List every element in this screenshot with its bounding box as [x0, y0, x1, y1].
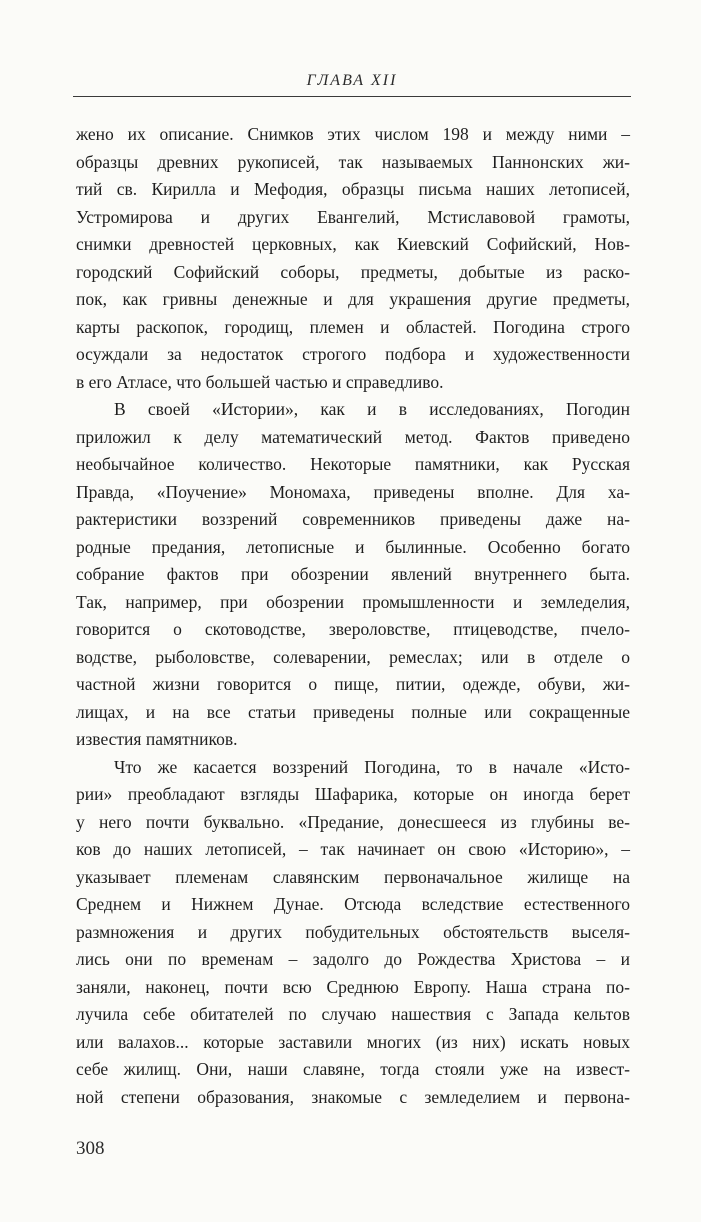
text-line: Устромирова и других Евангелий, Мстиславовой грамоты,	[76, 206, 630, 227]
text-line: образцы древних рукописей, так называемых Паннонских жи-	[76, 151, 630, 172]
paragraph	[76, 396, 630, 754]
text-line: городский Софийский соборы, предметы, добытые из раско-	[76, 261, 630, 282]
text-line: себе жилищ. Они, наши славяне, тогда стояли уже на извест-	[76, 1059, 630, 1079]
text-line: в его Атласе, что большей частью и справедливо.	[76, 371, 444, 392]
text-line: осуждали за недостаток строгого подбора и художественности	[76, 344, 630, 364]
body-text	[76, 121, 630, 1111]
text-line: частной жизни говорится о пище, питии, одежде, обуви, жи-	[76, 674, 630, 694]
text-line: В своей «Истории», как и в исследованиях, Погодин	[114, 399, 630, 419]
header-rule	[73, 96, 631, 97]
text-line: ной степени образования, знакомые с земледелием и первона-	[76, 1086, 630, 1107]
text-line: лучила себе обитателей по случаю нашествия с Запада кельтов	[76, 1004, 630, 1024]
text-line: рии» преобладают взгляды Шафарика, которые он иногда берет	[76, 784, 630, 804]
text-line: карты раскопок, городищ, племен и областей. Погодина строго	[76, 316, 630, 337]
text-line: лись они по временам – задолго до Рождества Христова – и	[76, 949, 630, 969]
text-line: тий св. Кирилла и Мефодия, образцы письма наших летописей,	[76, 179, 630, 199]
text-line: у него почти буквально. «Предание, донесшееся из глубины ве-	[76, 811, 630, 832]
text-line: собрание фактов при обозрении явлений внутреннего быта.	[76, 564, 630, 584]
text-line: Среднем и Нижнем Дунае. Отсюда вследствие естественного	[76, 894, 630, 914]
paragraph	[76, 121, 630, 396]
text-line: жено их описание. Снимков этих числом 198 и между ними –	[76, 124, 630, 144]
text-line: ков до наших летописей, – так начинает он свою «Историю», –	[76, 839, 630, 859]
text-line: Так, например, при обозрении промышленности и земледелия,	[76, 591, 630, 612]
text-line: рактеристики воззрений современников приведены даже на-	[76, 509, 630, 529]
text-line: размножения и других побудительных обстоятельств выселя-	[76, 921, 630, 942]
text-line: родные предания, летописные и былинные. Особенно богато	[76, 536, 630, 557]
text-line: говорится о скотоводстве, звероловстве, птицеводстве, пчело-	[76, 619, 630, 639]
text-line: заняли, наконец, почти всю Среднюю Европу. Наша страна по-	[76, 976, 630, 997]
text-line: водстве, рыболовстве, солеварении, ремеслах; или в отделе о	[76, 646, 630, 667]
text-line: пок, как гривны денежные и для украшения другие предметы,	[76, 289, 630, 309]
text-line: лищах, и на все статьи приведены полные или сокращенные	[76, 701, 630, 722]
text-line: известия памятников.	[76, 729, 238, 749]
page-number: 308	[76, 1138, 105, 1159]
text-line: необычайное количество. Некоторые памятники, как Русская	[76, 454, 630, 474]
text-line: Правда, «Поучение» Мономаха, приведены вполне. Для ха-	[76, 481, 630, 502]
text-line: или валахов... которые заставили многих (из них) искать новых	[76, 1031, 630, 1052]
text-line: указывает племенам славянским первоначальное жилище на	[76, 866, 630, 887]
running-head: ГЛАВА XII	[306, 72, 398, 89]
paragraph	[76, 754, 630, 1112]
text-line: снимки древностей церковных, как Киевский Софийский, Нов-	[76, 234, 630, 254]
text-line: Что же касается воззрений Погодина, то в начале «Исто-	[114, 756, 630, 777]
text-line: приложил к делу математический метод. Фактов приведено	[76, 426, 630, 447]
